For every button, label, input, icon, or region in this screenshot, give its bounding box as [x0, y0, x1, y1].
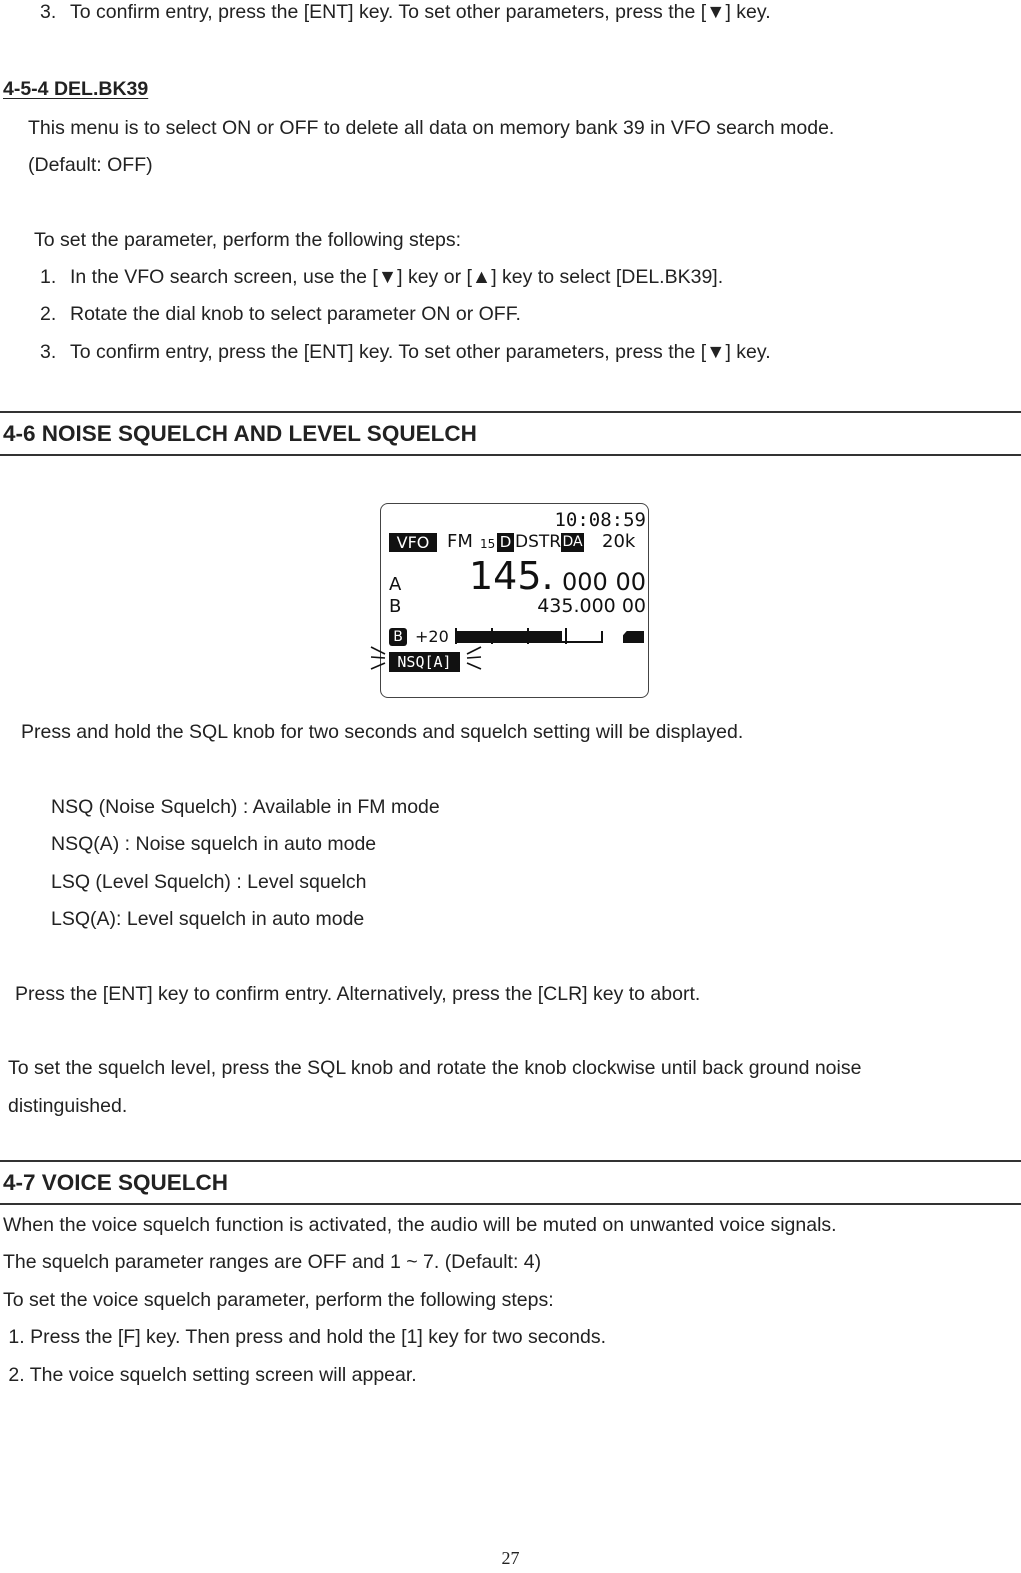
divider: [0, 1203, 1021, 1205]
paragraph: To set the voice squelch parameter, perform the following steps:: [3, 1289, 554, 1311]
step-number: 3.: [40, 341, 57, 363]
lcd-vfo-badge: VFO: [389, 533, 437, 552]
lcd-da-badge: DA: [562, 534, 583, 550]
figure-caption: Press and hold the SQL knob for two seconds and squelch setting will be displayed.: [21, 721, 744, 743]
lcd-dstr: DSTR: [515, 532, 562, 552]
lcd-time: 10:08:59: [554, 509, 646, 531]
list-item: LSQ (Level Squelch) : Level squelch: [51, 871, 367, 893]
lcd-freq-a-fraction: 000 00: [562, 568, 646, 596]
lcd-display: [380, 503, 649, 698]
step-text: To confirm entry, press the [ENT] key. To set other parameters, press the [▼] key.: [70, 341, 771, 363]
step-text: Rotate the dial knob to select parameter ON or OFF.: [70, 303, 521, 325]
step-text: 1. Press the [F] key. Then press and hold the [1] key for two seconds.: [3, 1326, 607, 1348]
divider: [0, 411, 1021, 413]
divider: [0, 454, 1021, 456]
divider: [0, 1160, 1021, 1162]
section-heading-4-6: 4-6 NOISE SQUELCH AND LEVEL SQUELCH: [3, 421, 477, 446]
paragraph: To set the parameter, perform the following steps:: [34, 229, 462, 251]
paragraph: When the voice squelch function is activated, the audio will be muted on unwanted voice signals.: [3, 1214, 837, 1236]
lcd-signal-label: +20: [415, 627, 449, 646]
lcd-vfo-a-label: A: [389, 574, 402, 595]
list-item: LSQ(A): Level squelch in auto mode: [51, 908, 365, 930]
lcd-small-number: 15: [480, 537, 496, 551]
paragraph: To set the squelch level, press the SQL knob and rotate the knob clockwise until back ground noise: [8, 1057, 862, 1079]
lcd-blink-marks-right-icon: [463, 644, 483, 674]
section-heading-4-5-4: 4-5-4 DEL.BK39: [3, 78, 149, 100]
step-number: 1.: [40, 266, 57, 288]
paragraph: (Default: OFF): [28, 154, 153, 176]
lcd-b-badge: B: [389, 628, 407, 646]
step-number: 2.: [40, 303, 57, 325]
lcd-freq-b: 435.000 00: [537, 595, 646, 617]
page-number: 27: [501, 1548, 520, 1568]
paragraph: The squelch parameter ranges are OFF and 1 ~ 7. (Default: 4): [3, 1251, 542, 1273]
lcd-squelch-badge: NSQ[A]: [389, 652, 460, 672]
step-number: 3.: [40, 1, 57, 23]
step-text: 2. The voice squelch setting screen will appear.: [3, 1364, 417, 1386]
lcd-d-badge: D: [497, 533, 514, 552]
section-heading-4-7: 4-7 VOICE SQUELCH: [3, 1170, 229, 1195]
paragraph: distinguished.: [8, 1095, 128, 1117]
paragraph: This menu is to select ON or OFF to delete all data on memory bank 39 in VFO search mode.: [28, 117, 835, 139]
step-text: In the VFO search screen, use the [▼] key or [▲] key to select [DEL.BK39].: [70, 266, 724, 288]
lcd-signal-meter-fill: [455, 631, 562, 641]
list-item: NSQ(A) : Noise squelch in auto mode: [51, 833, 377, 855]
lcd-blink-marks-left-icon: [369, 644, 389, 674]
lcd-vfo-b-label: B: [389, 596, 402, 617]
lcd-battery-icon: [623, 631, 644, 643]
lcd-step: 20k: [602, 531, 636, 552]
lcd-modulation: FM: [447, 531, 473, 552]
paragraph: Press the [ENT] key to confirm entry. Alternatively, press the [CLR] key to abort.: [15, 983, 701, 1005]
lcd-signal-meter: [455, 628, 603, 644]
step-text: To confirm entry, press the [ENT] key. To set other parameters, press the [▼] key.: [70, 1, 771, 23]
list-item: NSQ (Noise Squelch) : Available in FM mode: [51, 796, 440, 818]
lcd-freq-a-main: 145.: [469, 554, 554, 598]
